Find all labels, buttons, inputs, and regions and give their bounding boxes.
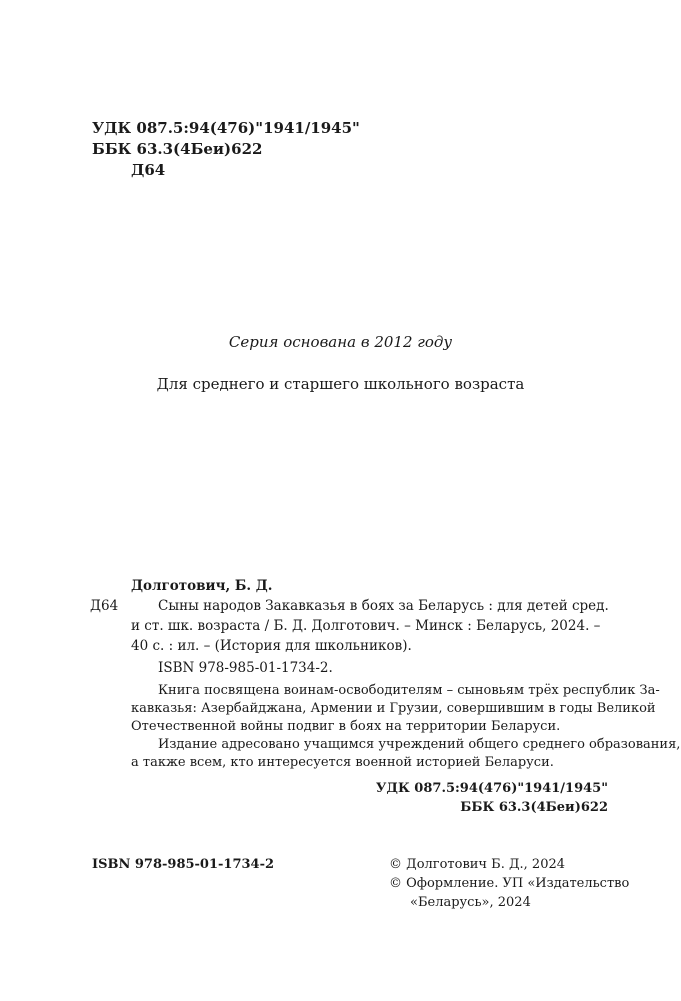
card-annotation-line: Книга посвящена воинам-освободителям – сыновьям трёх республик За- [158,683,660,698]
series-note: Серия основана в 2012 году [228,333,453,351]
card-audience-line: а также всем, кто интересуется военной историей Беларуси. [131,755,554,770]
card-annotation-line: кавказья: Азербайджана, Армении и Грузии, совершившим в годы Великой [131,701,656,716]
footer-isbn: ISBN 978-985-01-1734-2 [92,857,275,872]
card-description-line: и ст. шк. возраста / Б. Д. Долготович. – Минск : Беларусь, 2024. – [131,618,601,634]
card-audience-line: Издание адресовано учащимся учреждений общего среднего образования, [158,737,681,752]
card-udk-code: УДК 087.5:94(476)"1941/1945" [375,781,608,796]
copyright-author: © Долготович Б. Д., 2024 [389,857,566,872]
card-description-line: Сыны народов Закавказья в боях за Беларусь : для детей сред. [158,598,609,614]
copyright-design: © Оформление. УП «Издательство [389,876,630,891]
card-author-mark: Д64 [90,598,119,614]
author-mark: Д64 [131,161,166,179]
udk-code: УДК 087.5:94(476)"1941/1945" [92,119,360,137]
audience-note: Для среднего и старшего школьного возраста [156,375,525,393]
card-description-line: 40 с. : ил. – (История для школьников). [131,638,412,654]
copyright-design-continued: «Беларусь», 2024 [410,895,531,910]
bbk-code: ББК 63.3(4Беи)622 [92,140,263,158]
card-bbk-code: ББК 63.3(4Беи)622 [460,800,608,815]
card-annotation-line: Отечественной войны подвиг в боях на территории Беларуси. [131,719,561,734]
card-author: Долготович, Б. Д. [131,578,273,594]
card-isbn: ISBN 978-985-01-1734-2. [158,660,333,676]
